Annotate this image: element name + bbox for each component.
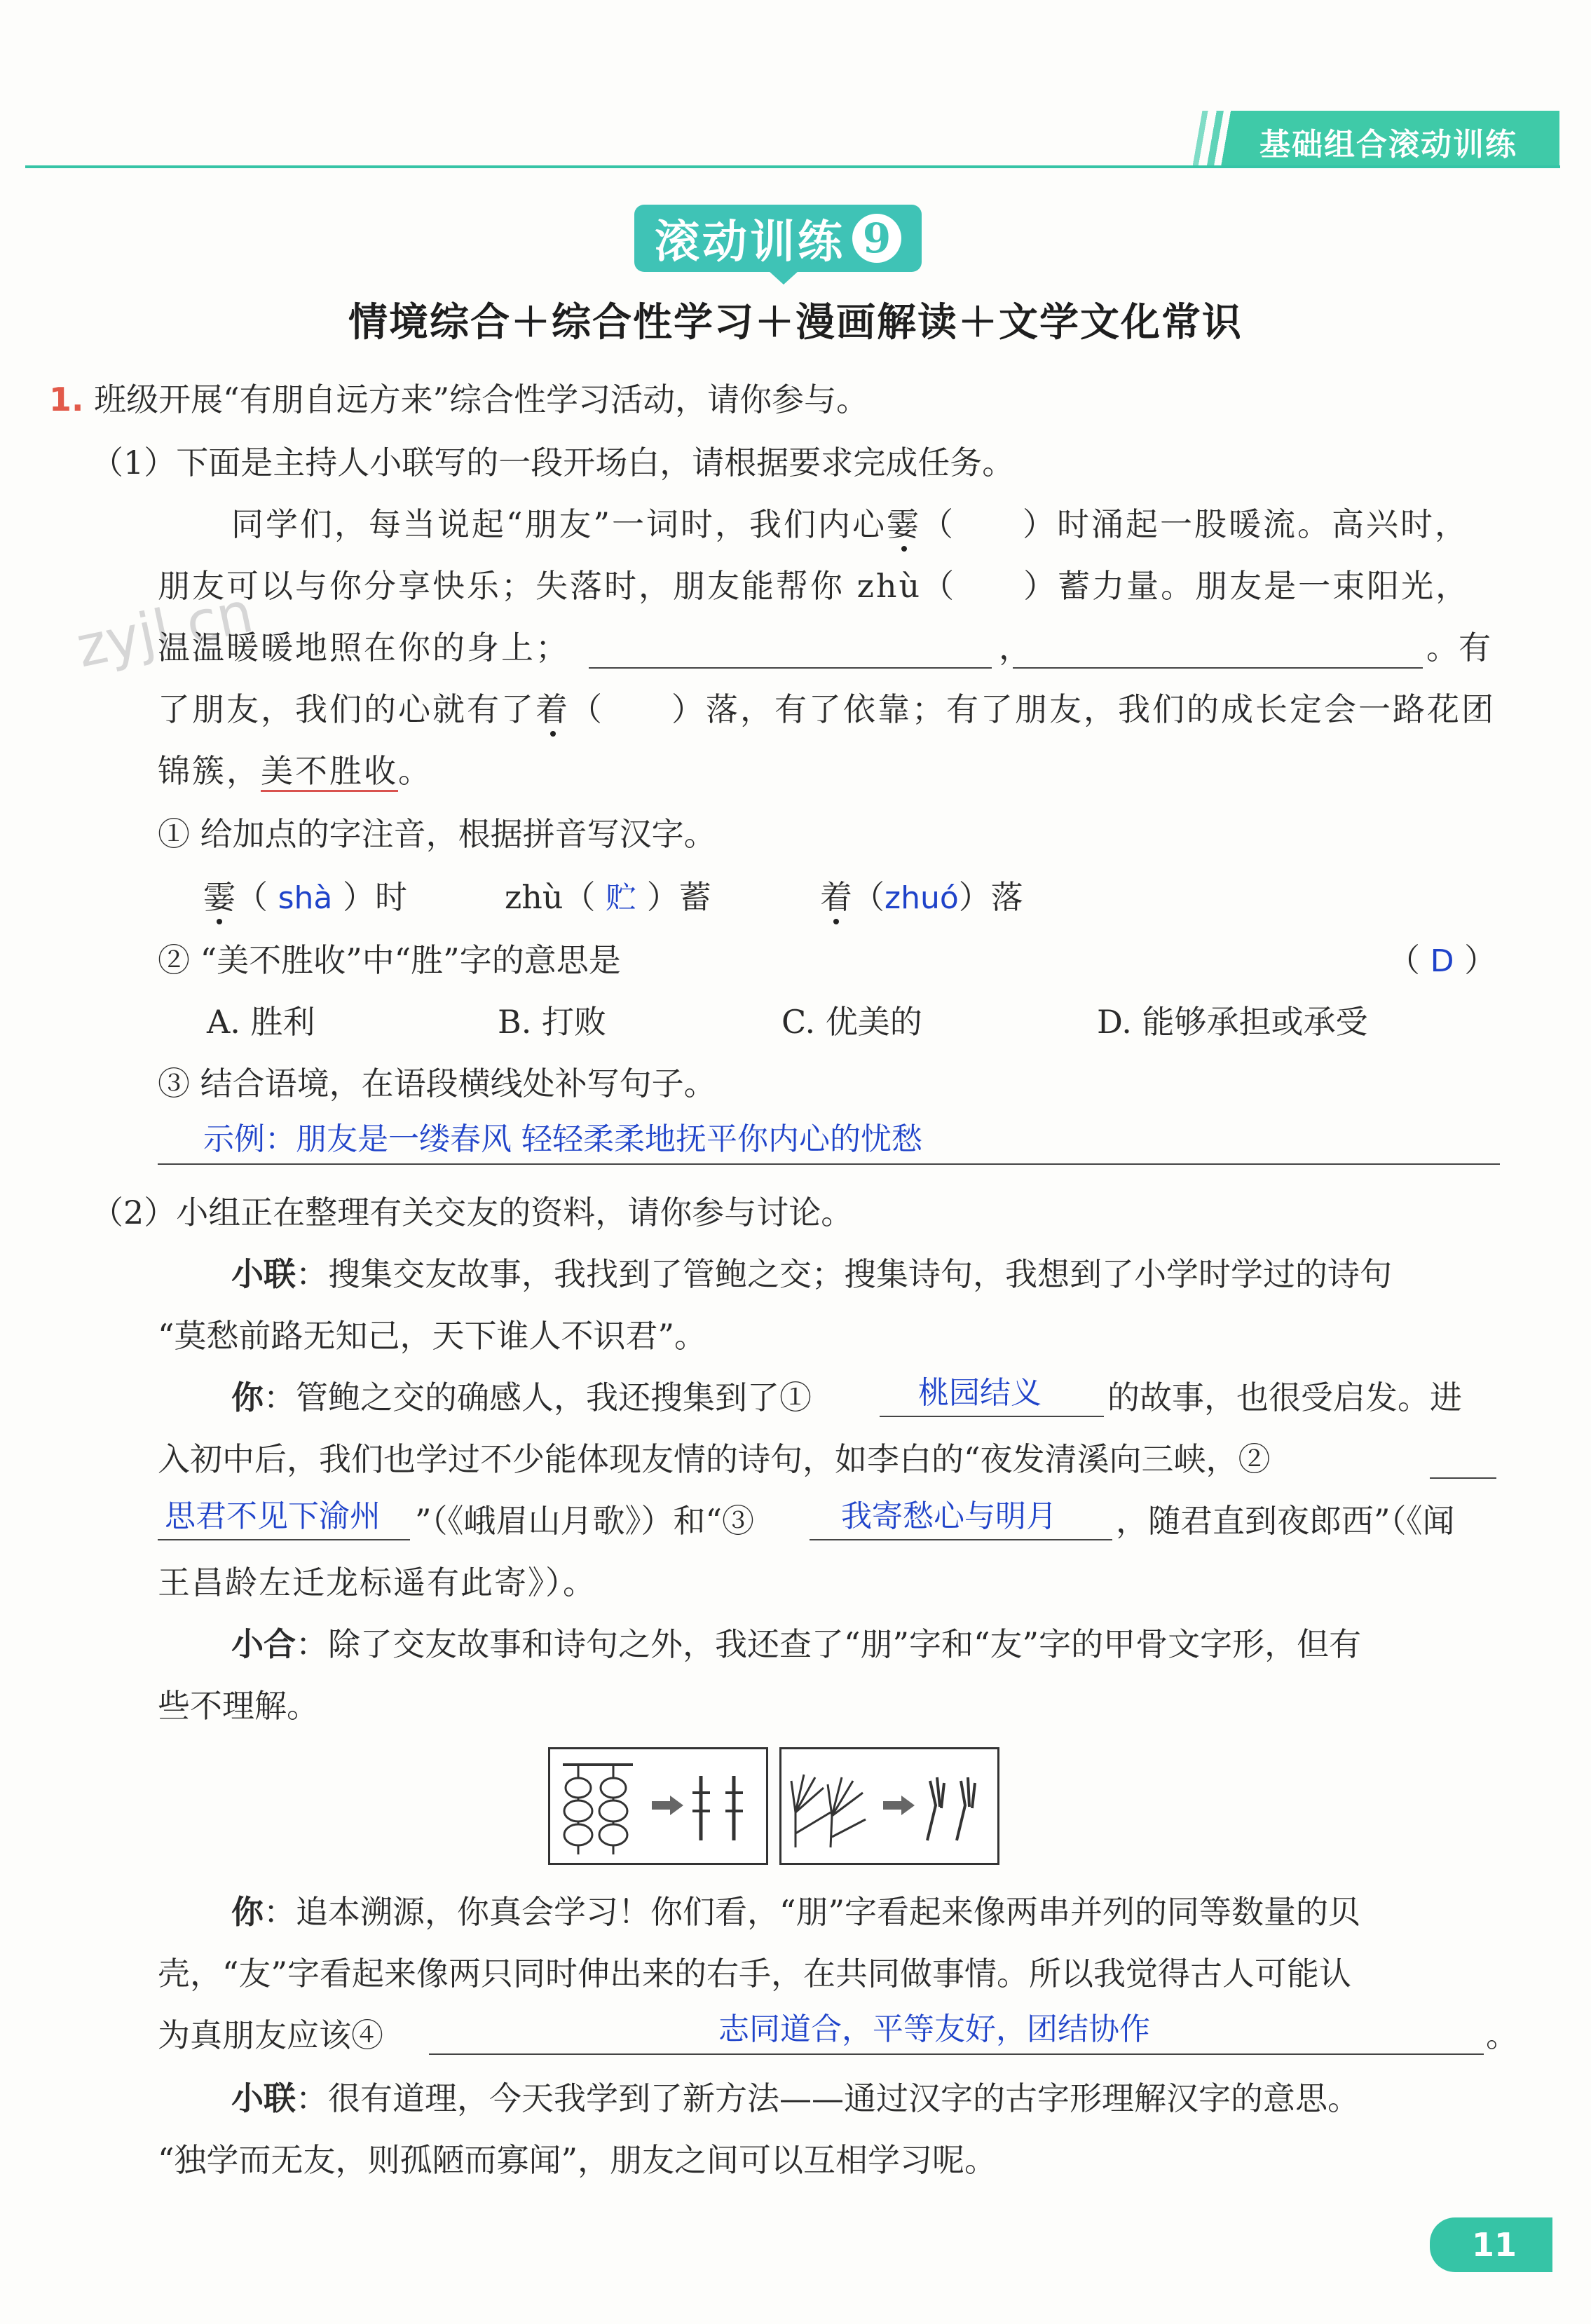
figure-you xyxy=(779,1747,999,1865)
figure-peng xyxy=(548,1747,768,1865)
passage-line-1 xyxy=(231,503,1469,545)
answer-3-poem: 我寄愁心与明月 xyxy=(841,1498,1057,1534)
blank-answer-1[interactable] xyxy=(880,1416,1104,1417)
passage-text: ）时涌起一股暖流。高兴时， xyxy=(1023,505,1470,543)
fill-blank-1[interactable] xyxy=(589,667,992,669)
dialogue-2-line-1b: 的故事，也很受启发。进 xyxy=(1107,1379,1462,1416)
dialogue-5-line-2: “独学而无友，则孤陋而寡闻”，朋友之间可以互相学习呢。 xyxy=(158,2141,997,2179)
dialogue-text: ：搜集交友故事，我找到了管鲍之交；搜集诗句，我想到了小学时学过的诗句 xyxy=(296,1255,1392,1293)
task1-prompt: ① 给加点的字注音，根据拼音写汉字。 xyxy=(158,815,716,853)
dialogue-2-line-3a: ”（《峨眉山月歌》）和“③ xyxy=(415,1502,755,1540)
dotted-char-sha: 霎 xyxy=(887,505,922,543)
task3-answer-line[interactable] xyxy=(158,1163,1500,1165)
paren-close: ） xyxy=(1464,941,1497,979)
passage-text: ）蓄力量。朋友是一束阳光， xyxy=(1023,567,1470,605)
title-pointer xyxy=(768,271,799,285)
blank-answer-4[interactable] xyxy=(429,2053,1484,2055)
dialogue-3-line-2: 些不理解。 xyxy=(158,1687,319,1725)
dialogue-2-line-4: 王昌龄左迁龙标遥有此寄》）。 xyxy=(158,1564,596,1601)
passage-text: 了朋友，我们的心就有了 xyxy=(158,690,535,728)
page-number: 11 xyxy=(1472,2226,1517,2264)
dialogue-1-line-1 xyxy=(231,1253,1392,1295)
dotted-char-zhuo: 着 xyxy=(535,690,570,728)
task1-item-1 xyxy=(203,876,407,920)
passage-line-3c: 。有 xyxy=(1426,629,1491,667)
answer-2-poem: 思君不见下渝州 xyxy=(165,1498,381,1534)
task3-prompt: ③ 结合语境，在语段横线处补写句子。 xyxy=(158,1065,716,1102)
passage-text: 锦簇， xyxy=(158,752,261,790)
option-c: C. 优美的 xyxy=(781,1003,922,1041)
passage-comma: ， xyxy=(999,629,1031,667)
dialogue-4-line-2: 壳，“友”字看起来像两只同时伸出来的右手，在共同做事情。所以我觉得古人可能认 xyxy=(158,1955,1352,1993)
task2-answer-paren xyxy=(1388,939,1496,983)
dialogue-text: ：很有道理，今天我学到了新方法——通过汉字的古字形理解汉字的意思。 xyxy=(296,2079,1360,2117)
speaker-xiaohe: 小合 xyxy=(231,1625,296,1663)
passage-line-2 xyxy=(158,565,1470,607)
dialogue-text: ：除了交友故事和诗句之外，我还查了“朋”字和“友”字的甲骨文字形，但有 xyxy=(296,1625,1362,1663)
title-number: 9 xyxy=(852,214,901,263)
dialogue-2-line-1a xyxy=(231,1376,812,1419)
header-tab xyxy=(1181,111,1559,167)
passage-line-4 xyxy=(158,688,1496,730)
task1-answer-1: shà xyxy=(278,880,333,916)
blank-answer-2-start[interactable] xyxy=(1430,1477,1496,1479)
header-rule xyxy=(25,165,1560,168)
paren-open: （ xyxy=(235,878,268,916)
q1-stem-line xyxy=(49,378,868,421)
dialogue-4-line-1 xyxy=(231,1891,1360,1933)
passage-text: ）落，有了依靠；有了朋友，我们的成长定会一路花团 xyxy=(671,690,1496,728)
part2-label: （2） xyxy=(91,1194,177,1231)
speaker-you: 你 xyxy=(231,1379,264,1416)
dialogue-2-line-3b: ，随君直到夜郎西”（《闻 xyxy=(1116,1502,1455,1540)
part1-instruction-line xyxy=(91,442,1014,484)
part2-instruction: 小组正在整理有关交友的资料，请你参与讨论。 xyxy=(176,1194,854,1231)
watermark: zyjl.cn xyxy=(71,579,259,681)
answer-1-taoyuan: 桃园结义 xyxy=(918,1375,1042,1411)
dialogue-4-line-3a: 为真朋友应该④ xyxy=(158,2016,383,2054)
paren-open: （ xyxy=(1388,941,1420,979)
task1-item-2 xyxy=(505,876,711,920)
two-hands-illustration xyxy=(781,1749,997,1863)
task1-item-3 xyxy=(820,876,1023,920)
option-d: D. 能够承担或承受 xyxy=(1097,1003,1368,1041)
page-number-tab xyxy=(1430,2217,1552,2272)
task1-item3-tail: ）落 xyxy=(958,878,1023,916)
dialogue-1-line-2: “莫愁前路无知己，天下谁人不识君”。 xyxy=(158,1317,707,1355)
fill-blank-2[interactable] xyxy=(1013,667,1423,669)
dialogue-3-line-1 xyxy=(231,1623,1361,1665)
dialogue-text: ：管鲍之交的确感人，我还搜集到了① xyxy=(264,1379,812,1416)
paren-open: （ xyxy=(852,878,885,916)
blank-answer-3[interactable] xyxy=(810,1539,1112,1540)
answer-4: 志同道合，平等友好，团结协作 xyxy=(718,2011,1150,2047)
dialogue-5-line-1 xyxy=(231,2077,1360,2119)
dialogue-2-line-2: 入初中后，我们也学过不少能体现友情的诗句，如李白的“夜发清溪向三峡，② xyxy=(158,1440,1271,1478)
dialogue-4-line-3b: 。 xyxy=(1486,2016,1518,2054)
option-a: A. 胜利 xyxy=(207,1003,315,1041)
title-text: 滚动训练 xyxy=(655,216,845,268)
blank-answer-2[interactable] xyxy=(158,1539,410,1540)
task2-answer: D xyxy=(1430,943,1454,979)
task1-answer-2: 贮 xyxy=(606,880,637,916)
task1-item3-char: 着 xyxy=(820,878,852,916)
part1-instruction: 下面是主持人小联写的一段开场白，请根据要求完成任务。 xyxy=(176,444,1015,481)
option-b: B. 打败 xyxy=(498,1003,607,1041)
q1-stem: 班级开展“有朋自远方来”综合性学习活动，请你参与。 xyxy=(94,381,869,418)
task1-answer-3: zhuó xyxy=(885,880,959,916)
paren-open: （ xyxy=(570,690,604,728)
title-badge xyxy=(634,205,922,272)
passage-text: 朋友可以与你分享快乐；失落时，朋友能帮你 zhù（ xyxy=(158,567,957,605)
passage-text: 同学们，每当说起“朋友”一词时，我们内心 xyxy=(231,505,887,543)
paren-open: （ xyxy=(921,505,956,543)
task1-item1-tail: ）时 xyxy=(343,878,408,916)
passage-line-5 xyxy=(158,750,432,792)
subtitle: 情境综合＋综合性学习＋漫画解读＋文学文化常识 xyxy=(348,299,1243,346)
task1-item2-head: zhù（ xyxy=(505,878,596,916)
speaker-xiaolian-2: 小联 xyxy=(231,2079,296,2117)
part2-instruction-line xyxy=(91,1191,853,1233)
task3-answer: 示例：朋友是一缕春风 轻轻柔柔地抚平你内心的忧愁 xyxy=(203,1121,922,1157)
q1-number: 1. xyxy=(49,381,84,418)
task1-item1-char: 霎 xyxy=(203,878,235,916)
dialogue-text: ：追本溯源，你真会学习！你们看，“朋”字看起来像两串并列的同等数量的贝 xyxy=(264,1893,1361,1931)
speaker-xiaolian: 小联 xyxy=(231,1255,296,1293)
task2-prompt: ② “美不胜收”中“胜”字的意思是 xyxy=(158,941,621,979)
header-tab-label: 基础组合滚动训练 xyxy=(1259,127,1517,163)
shell-strings-illustration xyxy=(550,1749,766,1863)
underlined-phrase: 美不胜收 xyxy=(261,752,398,792)
passage-text: 温温暖暖地照在你的身上； xyxy=(158,629,570,667)
part1-label: （1） xyxy=(91,444,177,481)
task1-item2-tail: ）蓄 xyxy=(646,878,711,916)
speaker-you-2: 你 xyxy=(231,1893,264,1931)
passage-line-3a xyxy=(158,627,570,669)
passage-text: 。 xyxy=(398,752,432,790)
